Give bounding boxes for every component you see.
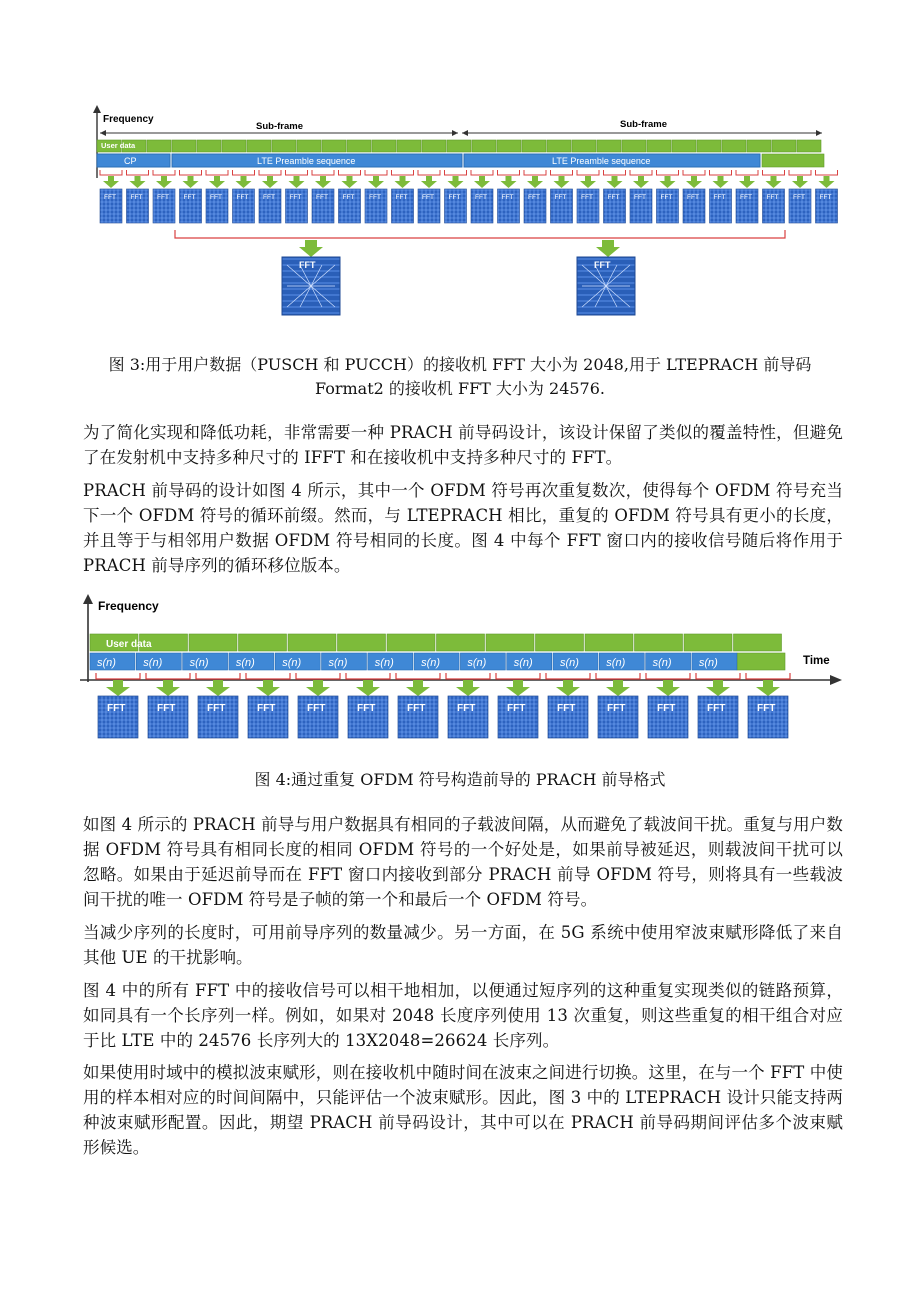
fft-windows [96,673,790,738]
frequency-axis-label: Frequency [98,599,159,613]
small-fft-window [365,170,387,223]
paragraph-3: 如图 4 所示的 PRACH 前导与用户数据具有相同的子载波间隔，从而避免了载波间干扰。重复与用户数据 OFDM 符号具有相同长度的相同 OFDM 符号的一个好处是，如果前导被延迟，则载波间干扰可以忽略。如果由于延迟前导而在 FFT 窗口内接收到部分 PRACH 前导 OFDM 符号，则将具有一些载波间干扰的唯一 OFDM 符号是子帧的第一个和最后一个 OFDM 符号。 [83,815,843,909]
down-arrow-icon [262,181,278,188]
small-fft-window [789,170,811,223]
down-arrow-icon [156,687,180,696]
user-data-segment [372,140,396,152]
paragraph-1: 为了简化实现和降低功耗，非常需要一种 PRACH 前导码设计，该设计保留了类似的覆盖特性，但避免了在发射机中支持多种尺寸的 IFFT 和在接收机中支持多种尺寸的 FFT。 [83,423,843,467]
down-arrow-icon [686,181,702,188]
down-arrow-icon [554,181,570,188]
small-fft-window [736,170,758,223]
symbol-label: s(n) [328,657,348,669]
fft-label: FFT [557,703,576,714]
small-fft-label: FFT [766,194,779,201]
user-data-segment [387,634,435,651]
small-fft-label: FFT [316,194,328,201]
fft-label: FFT [507,703,526,714]
user-data-segment [347,140,371,152]
small-fft-window [498,170,520,223]
frequency-axis-arrow-icon [93,105,101,113]
small-fft-label: FFT [740,194,752,201]
fft-window [496,673,540,738]
user-data-segment [472,140,496,152]
preamble-symbol [599,653,644,670]
time-axis-arrow-icon [830,675,842,685]
user-data-segment [772,140,796,152]
user-data-tail-segment [762,154,824,167]
user-data-segment [522,140,546,152]
small-fft-label: FFT [501,194,514,201]
down-arrow-icon [756,687,780,696]
user-data-segment [297,140,321,152]
small-fft-window [683,170,705,223]
fft-label: FFT [707,703,726,714]
small-fft-window [339,170,361,223]
small-fft-label: FFT [422,194,434,201]
fft-window [646,673,690,738]
small-fft-label: FFT [369,194,381,201]
figure-3 [0,100,920,345]
down-arrow-icon [356,687,380,696]
user-data-segment [536,634,584,651]
user-data-segment [684,634,732,651]
down-arrow-icon [606,687,630,696]
large-fft-left-label: FFT [299,260,316,270]
small-fft-window [657,170,679,223]
small-fft-window [206,170,228,223]
fft-window [196,673,240,738]
preamble-symbol [368,653,413,670]
small-fft-label: FFT [607,194,620,201]
down-arrow-icon [474,181,490,188]
down-arrow-icon [607,181,623,188]
down-arrow-icon [556,687,580,696]
user-data-tail-segment [737,653,785,670]
down-arrow-icon [289,181,305,188]
symbol-label: s(n) [97,657,116,669]
user-data-segment [497,140,521,152]
small-fft-label: FFT [183,194,196,201]
cp-label: CP [124,156,137,166]
symbol-label: s(n) [467,657,487,669]
small-fft-label: FFT [104,194,116,201]
symbol-label: s(n) [560,657,579,669]
small-fft-window [710,170,732,223]
down-arrow-icon [713,181,729,188]
down-arrow-icon [660,181,676,188]
subframe-right-label: Sub-frame [620,119,667,130]
preamble-symbol [553,653,598,670]
small-fft-label: FFT [289,194,302,201]
fft-window [146,673,190,738]
down-arrow-icon [236,181,252,188]
down-arrow-icon [766,181,782,188]
small-fft-label: FFT [130,194,143,201]
large-fft-left [282,240,340,315]
user-data-segment [147,140,171,152]
down-arrow-icon [206,687,230,696]
small-fft-label: FFT [448,194,461,201]
down-arrow-icon [706,687,730,696]
preamble-symbol [275,653,320,670]
down-arrow-icon [656,687,680,696]
user-data-segment [572,140,596,152]
user-data-segment [189,634,237,651]
down-arrow-icon [103,181,119,188]
down-arrow-icon [792,181,808,188]
preamble-sequence-right-label: LTE Preamble sequence [552,156,651,166]
down-arrow-icon [739,181,755,188]
fft-window [696,673,740,738]
fft-label: FFT [257,703,276,714]
symbol-label: s(n) [282,657,302,669]
down-arrow-icon [183,181,199,188]
fft-label: FFT [607,703,626,714]
preamble-sequence-left-label: LTE Preamble sequence [257,156,356,166]
small-fft-windows [100,170,838,223]
preamble-symbol [646,653,691,670]
small-fft-window [816,170,838,223]
preamble-symbol [136,653,181,670]
small-fft-label: FFT [528,194,540,201]
down-arrow-icon [256,687,280,696]
figure-3-caption-line-2: Format2 的接收机 FFT 大小为 24576. [314,379,606,398]
user-data-segment [797,140,821,152]
small-fft-label: FFT [554,194,567,201]
subframe-left-label: Sub-frame [256,121,303,132]
symbol-label: s(n) [421,657,441,669]
down-arrow-icon [406,687,430,696]
fft-window [746,673,790,738]
small-fft-label: FFT [342,194,355,201]
user-data-segment [239,634,287,651]
fft-label: FFT [207,703,226,714]
user-data-segment [447,140,471,152]
small-fft-window [418,170,440,223]
user-data-segment [622,140,646,152]
time-axis-label: Time [803,655,830,667]
small-fft-window [180,170,202,223]
down-arrow-icon [596,247,620,257]
down-arrow-icon [421,181,437,188]
symbol-label: s(n) [652,657,672,669]
preamble-symbol [183,653,228,670]
small-fft-label: FFT [819,194,832,201]
preamble-symbol [507,653,552,670]
fft-window [246,673,290,738]
preamble-symbol [90,653,135,670]
user-data-segment [397,140,421,152]
user-data-segment [247,140,271,152]
small-fft-window [630,170,652,223]
figure-3-caption-line-1: 图 3:用于用户数据（PUSCH 和 PUCCH）的接收机 FFT 大小为 2048,用于 LTEPRACH 前导码 [108,355,812,374]
symbol-label: s(n) [606,657,626,669]
paragraph-4: 当减少序列的长度时，可用前导序列的数量减少。另一方面，在 5G 系统中使用窄波束赋形降低了来自其他 UE 的干扰影响。 [83,923,843,967]
small-fft-label: FFT [157,194,169,201]
preamble-symbol [414,653,459,670]
down-arrow-icon [106,687,130,696]
paragraph-2: PRACH 前导码的设计如图 4 所示，其中一个 OFDM 符号再次重复数次，使得每个 OFDM 符号充当下一个 OFDM 符号的循环前缀。然而，与 LTEPRACH 相比，重复的 OFDM 符号具有更小的长度，并且等于与相邻用户数据 OFDM 符号相同的长度。图 4 中每个 FFT 窗口内的接收信号随后将作用于 PRACH 前导序列的循环移位版本。 [83,481,843,575]
frequency-axis-label: Frequency [103,114,154,125]
user-data-segment [747,140,771,152]
small-fft-window [153,170,175,223]
fft-label: FFT [107,703,126,714]
user-data-segment [547,140,571,152]
large-fft-right [577,240,635,315]
small-fft-window [471,170,493,223]
user-data-segment [672,140,696,152]
user-data-segment [288,634,336,651]
preamble-symbol [229,653,274,670]
figure-3-diagram [0,100,920,345]
down-arrow-icon [315,181,331,188]
small-fft-window [445,170,467,223]
fft-window [96,673,140,738]
fft-window [596,673,640,738]
fft-window [346,673,390,738]
small-fft-window [233,170,255,223]
figure-4-diagram [0,590,920,745]
user-data-segment [597,140,621,152]
small-fft-window [604,170,626,223]
user-data-segment [197,140,221,152]
small-fft-label: FFT [210,194,222,201]
symbol-label: s(n) [698,657,718,669]
small-fft-label: FFT [687,194,699,201]
down-arrow-icon [130,181,146,188]
figure-4-caption: 图 4:通过重复 OFDM 符号构造前导的 PRACH 前导格式 [254,770,666,789]
combining-bracket [175,230,785,238]
down-arrow-icon [306,687,330,696]
small-fft-label: FFT [634,194,646,201]
down-arrow-icon [342,181,358,188]
user-data-label: User data [101,141,136,150]
fft-label: FFT [157,703,176,714]
user-data-segment [486,634,534,651]
down-arrow-icon [448,181,464,188]
user-data-segment [722,140,746,152]
symbol-label: s(n) [189,657,209,669]
paragraph-5: 图 4 中的所有 FFT 中的接收信号可以相干地相加，以便通过短序列的这种重复实现类似的链路预算，如同具有一个长序列一样。例如，如果对 2048 长度序列使用 13 次重复，则这些重复的相干组合对应于比 LTE 中的 24576 长序列大的 13X2048=26624 长序列。 [83,981,843,1050]
fft-window [396,673,440,738]
small-fft-window [100,170,122,223]
fft-label: FFT [457,703,476,714]
preamble-symbol [322,653,367,670]
user-data-segment [272,140,296,152]
symbol-label: s(n) [513,657,533,669]
down-arrow-icon [368,181,384,188]
down-arrow-icon [580,181,596,188]
symbol-label: s(n) [143,657,163,669]
user-data-segment [697,140,721,152]
small-fft-label: FFT [263,194,275,201]
fft-window [446,673,490,738]
user-data-segment [422,140,446,152]
paragraph-6: 如果使用时域中的模拟波束赋形，则在接收机中随时间在波束之间进行切换。这里，在与一个 FFT 中使用的样本相对应的时间间隔中，只能评估一个波束赋形。因此，图 3 中的 LTEPRACH 设计只能支持两种波束赋形配置。因此，期望 PRACH 前导码设计，其中可以在 PRACH 前导码期间评估多个波束赋形候选。 [83,1063,843,1157]
down-arrow-icon [456,687,480,696]
fft-window [296,673,340,738]
small-fft-label: FFT [395,194,408,201]
user-data-segment [437,634,485,651]
user-data-segment [585,634,633,651]
preamble-symbol [460,653,505,670]
small-fft-label: FFT [475,194,487,201]
small-fft-label: FFT [793,194,805,201]
small-fft-window [763,170,785,223]
user-data-segment [172,140,196,152]
down-arrow-icon [527,181,543,188]
small-fft-label: FFT [713,194,726,201]
small-fft-label: FFT [236,194,249,201]
preamble-symbol-row [90,653,737,670]
down-arrow-icon [506,687,530,696]
figure-3-caption [0,353,920,401]
fft-window [546,673,590,738]
symbol-label: s(n) [374,657,394,669]
down-arrow-icon [156,181,172,188]
symbol-label: s(n) [235,657,255,669]
fft-label: FFT [757,703,776,714]
fft-label: FFT [657,703,676,714]
down-arrow-icon [501,181,517,188]
small-fft-window [127,170,149,223]
down-arrow-icon [633,181,649,188]
figure-4 [0,590,920,745]
small-fft-window [524,170,546,223]
small-fft-window [312,170,334,223]
down-arrow-icon [209,181,225,188]
small-fft-label: FFT [581,194,593,201]
large-fft-right-label: FFT [594,260,611,270]
frequency-axis-arrow-icon [83,594,93,604]
user-data-segment [647,140,671,152]
fft-label: FFT [407,703,426,714]
fft-label: FFT [357,703,376,714]
user-data-segment [338,634,386,651]
small-fft-window [286,170,308,223]
user-data-label: User data [106,639,152,650]
user-data-segment [734,634,782,651]
down-arrow-icon [395,181,411,188]
fft-label: FFT [307,703,326,714]
user-data-segment [222,140,246,152]
small-fft-window [259,170,281,223]
small-fft-window [392,170,414,223]
preamble-symbol [692,653,737,670]
user-data-segment [322,140,346,152]
user-data-segment [635,634,683,651]
down-arrow-icon [819,181,835,188]
small-fft-window [551,170,573,223]
small-fft-window [577,170,599,223]
small-fft-label: FFT [660,194,673,201]
down-arrow-icon [299,247,323,257]
